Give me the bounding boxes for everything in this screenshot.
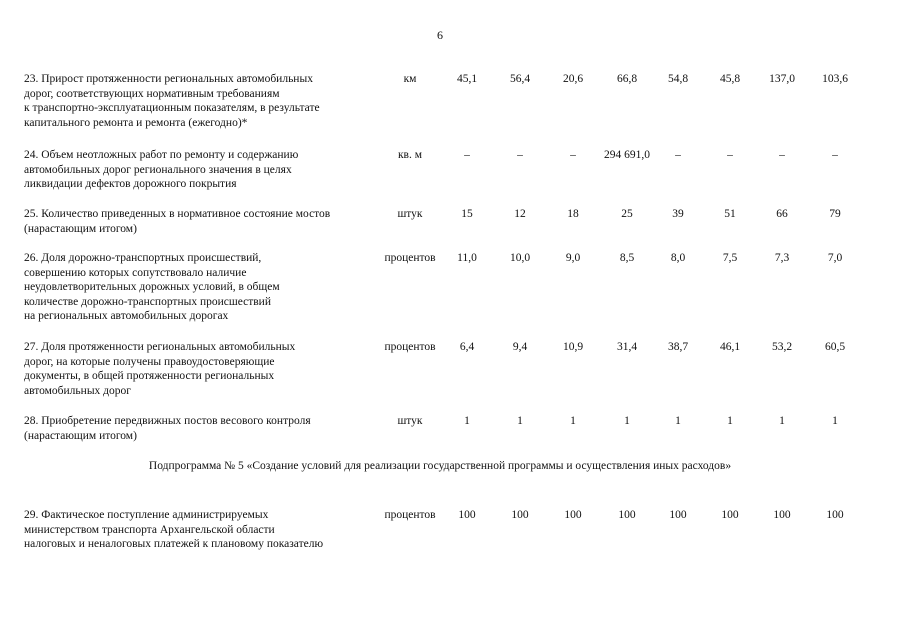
row-value: 46,1 <box>719 341 741 353</box>
row-value: – <box>517 149 523 161</box>
row-value: 1 <box>570 415 576 427</box>
row-value: 7,5 <box>722 252 738 264</box>
row-value: 100 <box>618 509 636 521</box>
row-description: 27. Доля протяженности региональных автомобильных дорог, на которые получены правоудостоверяющие документы, в общей протяженности региональных автомобильных дорог <box>24 341 296 397</box>
row-value: 60,5 <box>824 341 846 353</box>
row-value: 1 <box>624 415 630 427</box>
row-value: 20,6 <box>562 73 584 85</box>
row-value: 100 <box>669 509 687 521</box>
row-value: 38,7 <box>667 341 689 353</box>
row-value: 6,4 <box>459 341 475 353</box>
row-description: 23. Прирост протяженности региональных автомобильных дорог, соответствующих нормативным требованиям к транспортно-эксплуатационным показателям, в результате капитального ремонта и ремонта (ежегодно)* <box>24 73 320 129</box>
row-value: – <box>779 149 785 161</box>
row-value: 15 <box>461 208 473 220</box>
row-value: – <box>570 149 576 161</box>
row-value: 11,0 <box>457 252 477 264</box>
row-value: – <box>675 149 681 161</box>
row-value: 51 <box>724 208 736 220</box>
row-value: 8,5 <box>619 252 635 264</box>
row-value: 18 <box>567 208 579 220</box>
row-value: 39 <box>672 208 684 220</box>
row-value: 45,8 <box>719 73 741 85</box>
row-unit: кв. м <box>397 149 423 161</box>
row-value: 25 <box>621 208 633 220</box>
row-value: 56,4 <box>509 73 531 85</box>
row-value: 45,1 <box>456 73 478 85</box>
row-value: 31,4 <box>616 341 638 353</box>
row-value: 66 <box>776 208 788 220</box>
row-unit: процентов <box>384 341 436 353</box>
row-value: 66,8 <box>616 73 638 85</box>
row-value: 8,0 <box>670 252 686 264</box>
row-value: 9,4 <box>512 341 528 353</box>
row-unit: штук <box>397 415 423 427</box>
row-unit: км <box>403 73 417 85</box>
row-value: 53,2 <box>771 341 793 353</box>
row-value: 100 <box>773 509 791 521</box>
row-value: – <box>727 149 733 161</box>
row-value: 1 <box>832 415 838 427</box>
row-unit: штук <box>397 208 423 220</box>
row-value: 1 <box>517 415 523 427</box>
row-unit: процентов <box>384 252 436 264</box>
row-description: 29. Фактическое поступление администрируемых министерством транспорта Архангельской области налоговых и неналоговых платежей к плановому показателю <box>24 509 324 551</box>
row-description: 25. Количество приведенных в нормативное состояние мостов (нарастающим итогом) <box>24 208 331 235</box>
row-value: 294 691,0 <box>604 149 650 161</box>
row-value: 12 <box>514 208 526 220</box>
row-value: 100 <box>826 509 844 521</box>
row-value: 79 <box>829 208 841 220</box>
row-value: 100 <box>564 509 582 521</box>
row-description: 26. Доля дорожно-транспортных происшествий, совершению которых сопутствовало наличие неудовлетворительных дорожных условий, в общем количестве дорожно-транспортных происшествий на региональных автомобильных дорогах <box>24 252 280 323</box>
row-value: 54,8 <box>667 73 689 85</box>
row-value: 137,0 <box>769 73 795 85</box>
row-value: 7,3 <box>774 252 790 264</box>
page-number: 6 <box>437 28 443 42</box>
row-description: 28. Приобретение передвижных постов весового контроля (нарастающим итогом) <box>24 415 311 442</box>
row-value: 100 <box>721 509 739 521</box>
row-value: 1 <box>779 415 785 427</box>
row-value: 103,6 <box>822 73 848 85</box>
row-value: 9,0 <box>565 252 581 264</box>
row-value: – <box>832 149 838 161</box>
row-value: 10,0 <box>509 252 531 264</box>
row-value: – <box>464 149 470 161</box>
row-description: 24. Объем неотложных работ по ремонту и содержанию автомобильных дорог регионального значения в целях ликвидации дефектов дорожного покрытия <box>24 149 299 191</box>
row-value: 10,9 <box>562 341 584 353</box>
row-value: 100 <box>458 509 476 521</box>
row-value: 100 <box>511 509 529 521</box>
row-unit: процентов <box>384 509 436 521</box>
row-value: 1 <box>727 415 733 427</box>
row-value: 1 <box>675 415 681 427</box>
row-value: 1 <box>464 415 470 427</box>
subprogram-heading: Подпрограмма № 5 «Создание условий для реализации государственной программы и осуществления иных расходов» <box>148 460 732 472</box>
row-value: 7,0 <box>827 252 843 264</box>
